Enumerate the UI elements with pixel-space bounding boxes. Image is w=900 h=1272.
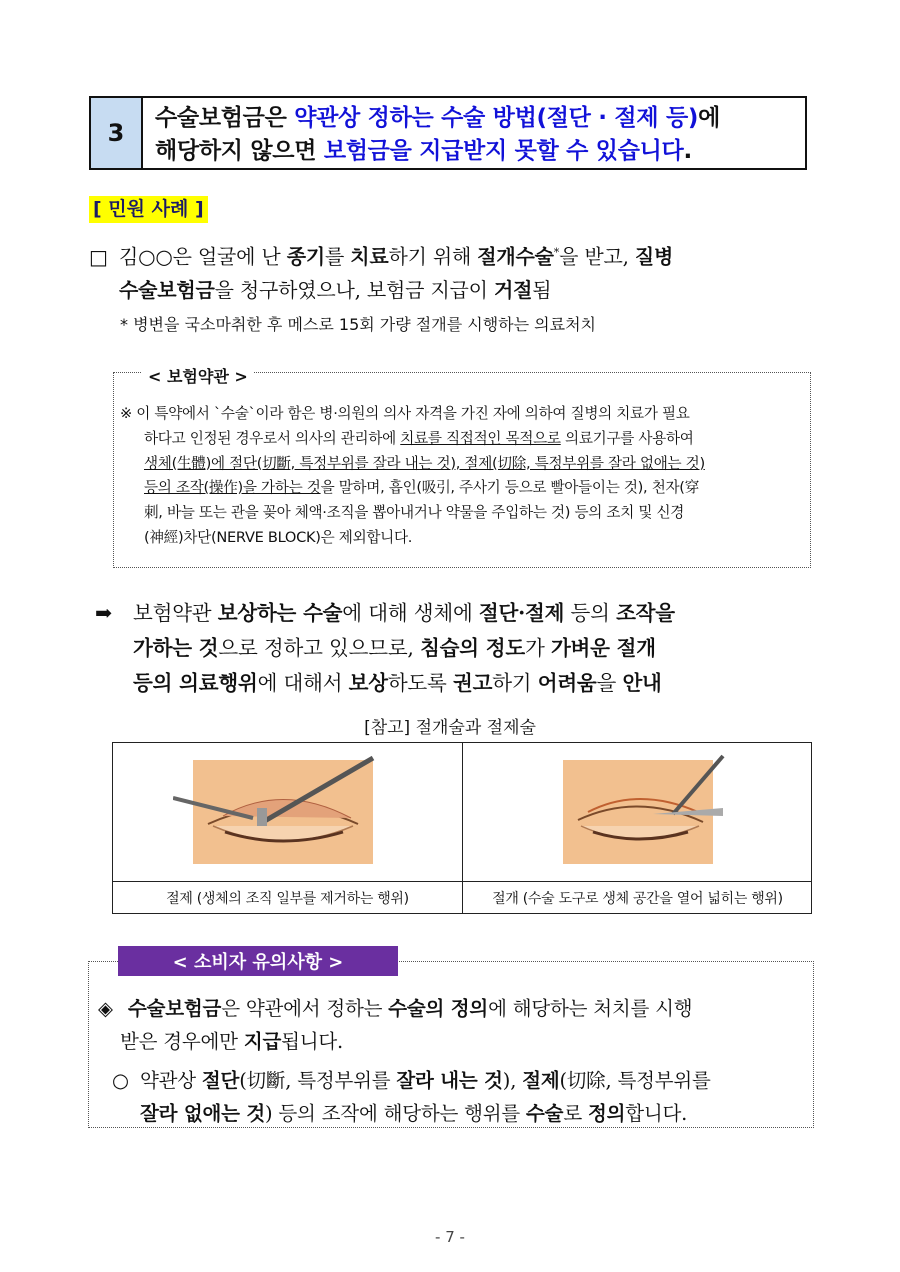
case-paragraph: □ 김○○은 얼굴에 난 종기를 치료하기 위해 절개수술*을 받고, 질병 수술보험금을 청구하였으나, 보험금 지급이 거절됨 [89, 244, 674, 302]
excision-caption: 절제 (생체의 조직 일부를 제거하는 행위) [113, 882, 463, 913]
arrow-icon: ➡ [95, 601, 112, 625]
section-heading [89, 96, 807, 170]
policy-text: ※ 이 특약에서 `수술`이라 함은 병·의원의 의사 자격을 가진 자에 의하여 질병의 치료가 필요 하다고 인정된 경우로서 의사의 관리하에 치료를 직접적인 목적으로 의료기구를 사용하여 생체(生體)에 절단(切斷, 특정부위를 잘라 내는 것), 절제(切除, 특정부위를 잘라 없애는 것) 등의 조작(操作)을 가하는 것을 말하며, 흡인(吸引, 주사기 등으로 빨아들이는 것), 천자(穿 刺, 바늘 또는 관을 꽂아 체액·조직을 뽑아내거나 약물을 주입하는 것) 등의 조치 및 신경 (神經)차단(NERVE BLOCK)은 제외합니다. [120, 405, 705, 546]
incision-caption: 절개 (수술 도구로 생체 공간을 열어 넓히는 행위) [492, 890, 783, 907]
case-title: [ 민원 사례 ] [89, 196, 208, 223]
section-heading-text: 수술보험금은 약관상 정하는 수술 방법(절단 · 절제 등)에 해당하지 않으면 보험금을 지급받지 못할 수 있습니다. [155, 105, 721, 164]
reference-table [112, 742, 812, 914]
diamond-icon: ◈ [98, 997, 113, 1020]
incision-illustration [463, 743, 812, 882]
policy-label: < 보험약관 > [142, 364, 254, 390]
reference-title: [참고] 절개술과 절제술 [364, 718, 536, 738]
section-number: 3 [91, 98, 143, 168]
case-footnote: * 병변을 국소마취한 후 메스로 15회 가량 절개를 시행하는 의료처치 [120, 315, 596, 334]
eye-excision-image [173, 752, 403, 872]
circle-bullet-icon: ○ [112, 1069, 129, 1092]
consumer-notice-text: ◈ 수술보험금은 약관에서 정하는 수술의 정의에 해당하는 처치를 시행 받은 경우에만 지급됩니다. ○ 약관상 절단(切斷, 특정부위를 잘라 내는 것), 절제(切除, 특정부위를 잘라 없애는 것) 등의 조작에 해당하는 행위를 수술로 정의합니다. [98, 992, 810, 1130]
excision-illustration [113, 743, 463, 882]
eye-incision-image [523, 752, 753, 872]
page-number: - 7 - [435, 1228, 465, 1246]
consumer-notice-label: < 소비자 유의사항 > [118, 946, 398, 976]
conclusion-paragraph: ➡ 보험약관 보상하는 수술에 대해 생체에 절단·절제 등의 조작을 가하는 것으로 정하고 있으므로, 침습의 정도가 가벼운 절개 등의 의료행위에 대해서 보상하도록 권고하기 어려움을 안내 [95, 596, 815, 701]
